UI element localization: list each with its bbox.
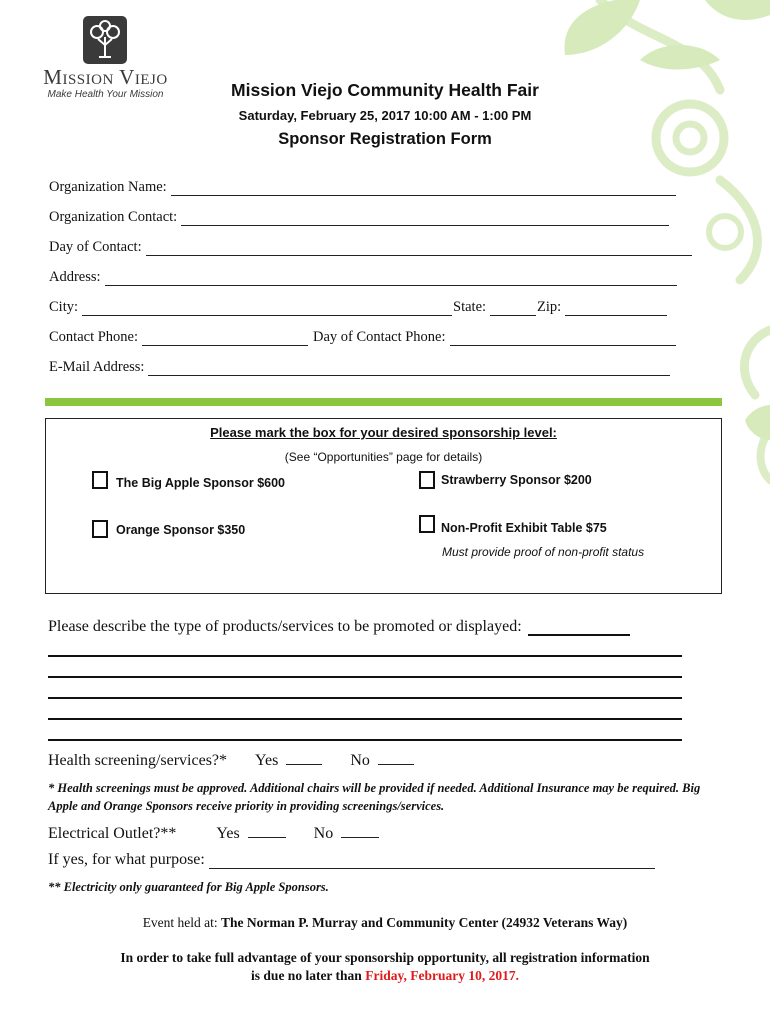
label-day-contact-phone: Day of Contact Phone: xyxy=(313,329,446,345)
electrical-purpose-row xyxy=(48,851,655,869)
input-day-contact-phone[interactable] xyxy=(450,329,676,346)
checkbox-strawberry[interactable] xyxy=(419,471,435,489)
electrical-purpose-input[interactable] xyxy=(209,854,655,869)
describe-input-line-6[interactable] xyxy=(48,739,682,741)
checkbox-orange[interactable] xyxy=(92,520,108,538)
describe-row xyxy=(48,618,630,636)
screening-label: Health screening/services?* xyxy=(48,752,228,769)
green-divider xyxy=(45,398,722,406)
logo-tagline: Make Health Your Mission xyxy=(47,89,164,100)
event-venue: The Norman P. Murray and Community Center (24932 Veterans Way) xyxy=(221,915,628,930)
describe-input-line-5[interactable] xyxy=(48,718,682,720)
describe-input-line-2[interactable] xyxy=(48,655,682,657)
form-subtitle: Sponsor Registration Form xyxy=(278,130,492,148)
checkbox-nonprofit[interactable] xyxy=(419,515,435,533)
field-address xyxy=(49,264,677,286)
describe-input-line-1[interactable] xyxy=(528,619,630,636)
event-location xyxy=(0,915,770,931)
field-organization-name xyxy=(49,174,676,196)
input-contact-phone[interactable] xyxy=(142,329,308,346)
deadline-text: In order to take full advantage of your sponsorship opportunity, all registration information is due no later than xyxy=(120,950,650,983)
screening-row xyxy=(48,750,414,770)
label-email: E-Mail Address: xyxy=(49,359,145,375)
electrical-purpose-label: If yes, for what purpose: xyxy=(48,851,205,868)
sponsorship-box xyxy=(45,418,722,594)
screening-no-label: No xyxy=(350,752,370,769)
label-contact-phone: Contact Phone: xyxy=(49,329,139,345)
logo-name: Mission Viejo xyxy=(43,65,168,89)
label-organization-name: Organization Name: xyxy=(49,179,167,195)
deadline-date: Friday, February 10, 2017. xyxy=(365,968,519,983)
sponsorship-note: (See “Opportunities” page for details) xyxy=(284,450,483,464)
describe-input-line-3[interactable] xyxy=(48,676,682,678)
option-nonprofit-label: Non-Profit Exhibit Table $75 xyxy=(441,521,607,535)
describe-prompt: Please describe the type of products/services to be promoted or displayed: xyxy=(48,618,522,635)
event-location-prefix: Event held at: xyxy=(142,915,218,930)
label-day-of-contact: Day of Contact: xyxy=(49,239,142,255)
tree-logo-icon xyxy=(82,15,128,65)
screening-note: * Health screenings must be approved. Additional chairs will be provided if needed. Additional Insurance may be required. Big Apple and Orange Sponsors receive priority in providing screenings/services. xyxy=(48,781,701,813)
input-zip[interactable] xyxy=(565,299,667,316)
option-orange-label: Orange Sponsor $350 xyxy=(116,523,246,537)
deadline-notice xyxy=(115,949,655,985)
field-day-of-contact xyxy=(49,234,692,256)
electrical-no-label: No xyxy=(313,825,334,842)
electrical-label: Electrical Outlet?** xyxy=(48,825,177,842)
electrical-note: ** Electricity only guaranteed for Big Apple Sponsors. xyxy=(48,880,329,894)
input-organization-name[interactable] xyxy=(171,179,676,196)
input-organization-contact[interactable] xyxy=(181,209,669,226)
describe-input-line-4[interactable] xyxy=(48,697,682,699)
label-state: State: xyxy=(453,299,487,315)
label-organization-contact: Organization Contact: xyxy=(49,209,178,225)
screening-no-input[interactable] xyxy=(378,750,414,765)
checkbox-big-apple[interactable] xyxy=(92,471,108,489)
label-city: City: xyxy=(49,299,79,315)
nonprofit-proof-note: Must provide proof of non-profit status xyxy=(442,545,645,559)
input-email[interactable] xyxy=(148,359,670,376)
option-big-apple-label: The Big Apple Sponsor $600 xyxy=(116,476,286,490)
field-organization-contact xyxy=(49,204,669,226)
field-city-state-zip xyxy=(49,294,667,316)
label-address: Address: xyxy=(49,269,101,285)
input-day-of-contact[interactable] xyxy=(146,239,692,256)
label-zip: Zip: xyxy=(537,299,562,315)
event-date: Saturday, February 25, 2017 10:00 AM - 1:00 PM xyxy=(238,108,532,123)
field-email xyxy=(49,354,670,376)
electrical-row xyxy=(48,823,379,843)
electrical-no-input[interactable] xyxy=(341,823,379,838)
field-phones xyxy=(49,324,676,346)
electrical-yes-label: Yes xyxy=(216,825,240,842)
input-state[interactable] xyxy=(490,299,536,316)
screening-yes-input[interactable] xyxy=(286,750,322,765)
page-title: Mission Viejo Community Health Fair xyxy=(231,80,539,100)
option-strawberry-label: Strawberry Sponsor $200 xyxy=(441,473,592,487)
sponsorship-heading: Please mark the box for your desired sponsorship level: xyxy=(210,425,557,440)
input-city[interactable] xyxy=(82,299,452,316)
input-address[interactable] xyxy=(105,269,677,286)
screening-yes-label: Yes xyxy=(255,752,279,769)
electrical-yes-input[interactable] xyxy=(248,823,286,838)
